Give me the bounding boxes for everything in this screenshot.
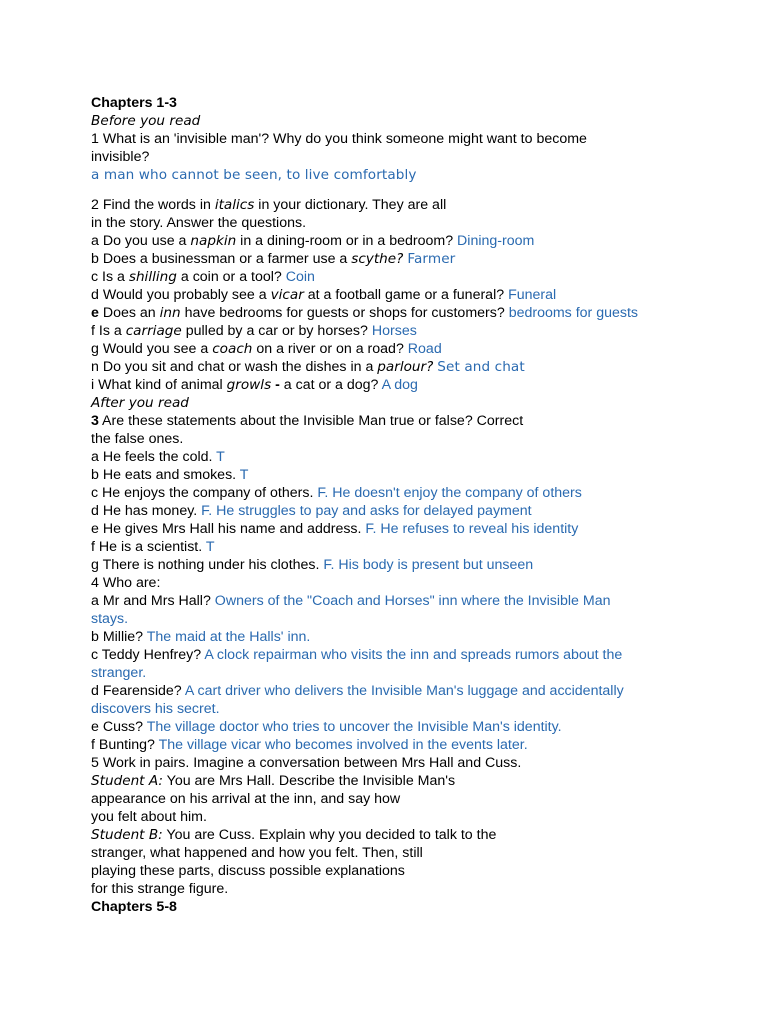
question-text: b He eats and smokes.: [91, 467, 240, 483]
q3-item-d: [91, 502, 691, 520]
question-text: a Do you use a: [91, 233, 191, 249]
q3-item-e: [91, 520, 691, 538]
answer-text: Owners of the "Coach and Horses" inn where the Invisible Man: [214, 593, 611, 609]
section-after-read: After you read: [91, 395, 189, 411]
vocab-word: parlour?: [377, 359, 434, 375]
answer-text: T: [239, 467, 249, 483]
question-number: 3: [91, 413, 99, 429]
question-text: f He is a scientist.: [91, 539, 206, 555]
student-label: Student B:: [91, 827, 163, 843]
q4-item-c: [91, 646, 691, 664]
spacer: [91, 184, 691, 196]
question-text: b Does a businessman or a farmer use a: [91, 251, 352, 267]
question-text: e He gives Mrs Hall his name and address.: [91, 521, 366, 537]
q2-text: 2 Find the words in: [91, 197, 215, 213]
chapter-heading-2: Chapters 5-8: [91, 899, 177, 915]
q5-line1: 5 Work in pairs. Imagine a conversation between Mrs Hall and Cuss.: [91, 755, 522, 771]
q4-item-b: [91, 628, 691, 646]
vocab-word: shilling: [128, 269, 177, 285]
q4-item-d-cont: discovers his secret.: [91, 701, 220, 717]
q3-item-g: [91, 556, 691, 574]
q2-item-i: [91, 376, 691, 394]
answer-text: F. He refuses to reveal his identity: [365, 521, 579, 537]
q4-title: 4 Who are:: [91, 575, 161, 591]
q4-item-f: [91, 736, 691, 754]
q3-line1: [91, 412, 691, 430]
answer-text: The village doctor who tries to uncover the Invisible Man's identity.: [146, 719, 562, 735]
question-text: f Bunting?: [91, 737, 159, 753]
q2-item-e: [91, 304, 691, 322]
q1-line1: 1 What is an 'invisible man'? Why do you think someone might want to become: [91, 131, 587, 147]
question-text: a cat or a dog?: [283, 377, 382, 393]
q1-answer: a man who cannot be seen, to live comfortably: [91, 167, 417, 183]
question-text: pulled by a car or by horses?: [181, 323, 372, 339]
answer-text: F. He doesn't enjoy the company of others: [317, 485, 582, 501]
question-text: g Would you see a: [91, 341, 213, 357]
question-text: e Cuss?: [91, 719, 147, 735]
q5-student-a-l2: appearance on his arrival at the inn, and say how: [91, 791, 401, 807]
q3-item-b: [91, 466, 691, 484]
question-text: Are these statements about the Invisible Man true or false? Correct: [98, 413, 524, 429]
question-text: on a river or on a road?: [252, 341, 408, 357]
q5-student-b-l2: stranger, what happened and how you felt. Then, still: [91, 845, 423, 861]
vocab-word: napkin: [190, 233, 237, 249]
vocab-word: growls: [226, 377, 272, 393]
answer-text: bedrooms for guests: [508, 305, 639, 321]
question-text: g There is nothing under his clothes.: [91, 557, 324, 573]
q3-item-a: [91, 448, 691, 466]
answer-text: Road: [407, 341, 442, 357]
q4-item-c-cont: stranger.: [91, 665, 147, 681]
q1-line2: invisible?: [91, 149, 150, 165]
question-text: in a dining-room or in a bedroom?: [236, 233, 458, 249]
question-text: f Is a: [91, 323, 126, 339]
q2-item-b: [91, 250, 691, 268]
question-text: You are Mrs Hall. Describe the Invisible Man's: [162, 773, 456, 789]
q5-student-a: [91, 772, 691, 790]
q2-item-f: [91, 322, 691, 340]
vocab-word: scythe?: [351, 251, 404, 267]
question-text: a coin or a tool?: [176, 269, 286, 285]
answer-text: Set and chat: [437, 359, 525, 375]
q2-italic-word: italics: [214, 197, 255, 213]
vocab-word: vicar: [270, 287, 304, 303]
q4-item-a-cont: stays.: [91, 611, 129, 627]
answer-text: T: [216, 449, 225, 465]
q3-item-f: [91, 538, 691, 556]
vocab-word: carriage: [125, 323, 182, 339]
dash: -: [271, 377, 284, 393]
question-text: have bedrooms for guests or shops for customers?: [180, 305, 509, 321]
vocab-word: inn: [159, 305, 181, 321]
q5-student-b-l3: playing these parts, discuss possible explanations: [91, 863, 405, 879]
answer-text: F. His body is present but unseen: [323, 557, 534, 573]
q3-line2: the false ones.: [91, 431, 184, 447]
answer-text: The village vicar who becomes involved in the events later.: [158, 737, 528, 753]
question-text: d Would you probably see a: [91, 287, 271, 303]
answer-text: F. He struggles to pay and asks for delayed payment: [201, 503, 532, 519]
q5-student-b-l4: for this strange figure.: [91, 881, 229, 897]
q5-student-b: [91, 826, 691, 844]
item-letter: e: [91, 305, 99, 321]
q4-item-a: [91, 592, 691, 610]
student-label: Student A:: [91, 773, 163, 789]
question-text: a He feels the cold.: [91, 449, 217, 465]
q5-student-a-l3: you felt about him.: [91, 809, 207, 825]
answer-text: The maid at the Halls' inn.: [146, 629, 311, 645]
answer-text: Funeral: [508, 287, 557, 303]
q2-item-c: [91, 268, 691, 286]
vocab-word: coach: [212, 341, 253, 357]
question-text: b Millie?: [91, 629, 147, 645]
question-text: Does an: [98, 305, 160, 321]
q3-item-c: [91, 484, 691, 502]
answer-text: T: [205, 539, 215, 555]
question-text: at a football game or a funeral?: [303, 287, 509, 303]
q2-item-g: [91, 340, 691, 358]
answer-text: A cart driver who delivers the Invisible Man's luggage and accidentally: [184, 683, 624, 699]
question-text: You are Cuss. Explain why you decided to talk to the: [162, 827, 497, 843]
q4-item-e: [91, 718, 691, 736]
q2-line1: [91, 196, 691, 214]
answer-text: Dining-room: [457, 233, 535, 249]
section-before-read: Before you read: [91, 113, 201, 129]
q2-text: in your dictionary. They are all: [254, 197, 447, 213]
q4-item-d: [91, 682, 691, 700]
q2-item-n: [91, 358, 691, 376]
question-text: i What kind of animal: [91, 377, 227, 393]
document-page: [91, 94, 691, 916]
question-text: d Fearenside?: [91, 683, 185, 699]
question-text: c Is a: [91, 269, 129, 285]
question-text: d He has money.: [91, 503, 202, 519]
q2-item-d: [91, 286, 691, 304]
chapter-heading: Chapters 1-3: [91, 95, 177, 111]
answer-text: A clock repairman who visits the inn and spreads rumors about the: [204, 647, 623, 663]
answer-text: Horses: [371, 323, 417, 339]
question-text: a Mr and Mrs Hall?: [91, 593, 215, 609]
q2-line2: in the story. Answer the questions.: [91, 215, 307, 231]
answer-text: Farmer: [407, 251, 456, 267]
answer-text: A dog: [381, 377, 418, 393]
answer-text: Coin: [285, 269, 315, 285]
question-text: c He enjoys the company of others.: [91, 485, 318, 501]
question-text: n Do you sit and chat or wash the dishes in a: [91, 359, 378, 375]
q2-item-a: [91, 232, 691, 250]
question-text: c Teddy Henfrey?: [91, 647, 205, 663]
